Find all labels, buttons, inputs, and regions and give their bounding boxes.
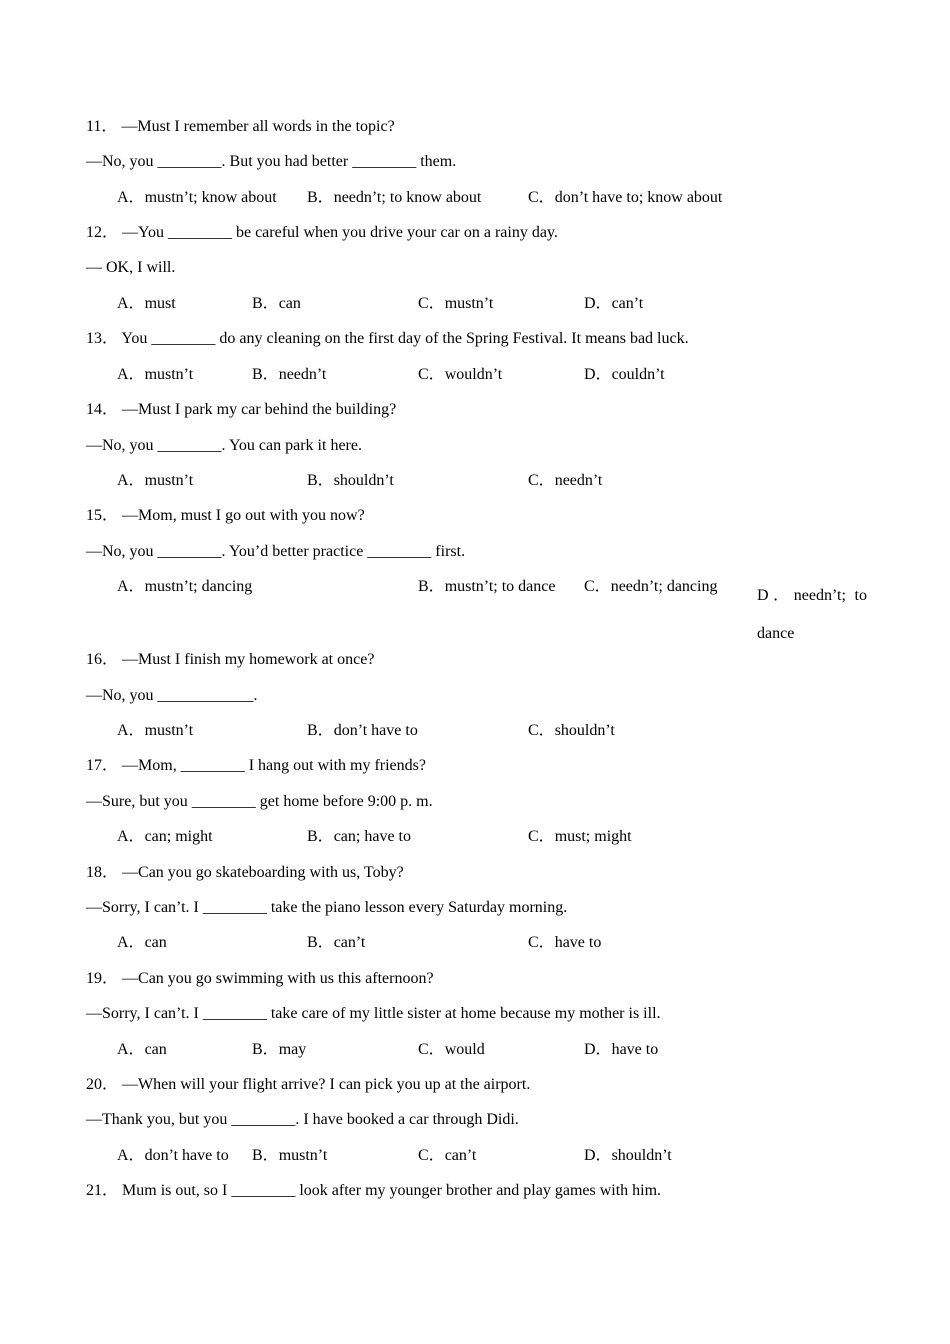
question-16-stem: [86, 650, 374, 670]
option-c[interactable]: C．wouldn’t: [418, 366, 503, 383]
question-18-stem: [86, 863, 404, 883]
question-11-stem: [86, 117, 395, 137]
question-17-stem: [86, 756, 426, 776]
question-15-stem: [86, 506, 365, 526]
option-d[interactable]: D．needn’t; to dance: [757, 587, 867, 642]
option-d[interactable]: D．couldn’t: [584, 366, 665, 383]
question-number: 12．: [86, 224, 119, 241]
option-b[interactable]: B．mustn’t; to dance: [418, 578, 556, 595]
option-c[interactable]: C．needn’t: [528, 472, 603, 489]
question-number: 11．: [86, 118, 118, 135]
question-20-stem: [86, 1075, 530, 1095]
option-a[interactable]: A．can; might: [117, 828, 213, 845]
option-c[interactable]: C．would: [418, 1041, 485, 1058]
option-d[interactable]: D．can’t: [584, 295, 644, 312]
option-b[interactable]: B．don’t have to: [307, 722, 418, 739]
question-13-stem: [86, 329, 689, 349]
option-a[interactable]: A．don’t have to: [117, 1147, 229, 1164]
question-14-reply: —No, you ________. You can park it here.: [86, 437, 362, 454]
question-text: —Can you go skateboarding with us, Toby?: [122, 864, 404, 881]
option-a[interactable]: A．mustn’t: [117, 366, 194, 383]
option-b[interactable]: B．mustn’t: [252, 1147, 328, 1164]
option-a[interactable]: A．mustn’t; know about: [117, 189, 277, 206]
option-c[interactable]: C．needn’t; dancing: [584, 578, 718, 595]
question-11-reply: —No, you ________. But you had better ________ them.: [86, 153, 457, 170]
option-b[interactable]: B．needn’t; to know about: [307, 189, 482, 206]
option-b[interactable]: B．can’t: [307, 934, 366, 951]
question-number: 19．: [86, 970, 119, 987]
question-number: 20．: [86, 1076, 119, 1093]
option-a[interactable]: A．mustn’t; dancing: [117, 578, 253, 595]
question-14-stem: [86, 400, 396, 420]
option-a[interactable]: A．can: [117, 934, 167, 951]
question-text: —Must I park my car behind the building?: [122, 401, 397, 418]
question-text: —Must I remember all words in the topic?: [121, 118, 395, 135]
option-c[interactable]: C．don’t have to; know about: [528, 189, 723, 206]
question-19-reply: —Sorry, I can’t. I ________ take care of my little sister at home because my mother is ill.: [86, 1005, 661, 1022]
option-a[interactable]: A．can: [117, 1041, 167, 1058]
option-c[interactable]: C．shouldn’t: [528, 722, 615, 739]
question-number: 21．: [86, 1182, 119, 1199]
question-text: —Mom, must I go out with you now?: [122, 507, 365, 524]
option-a[interactable]: A．mustn’t: [117, 472, 194, 489]
question-number: 17．: [86, 757, 119, 774]
option-a[interactable]: A．mustn’t: [117, 722, 194, 739]
option-a[interactable]: A．must: [117, 295, 176, 312]
option-d[interactable]: D．have to: [584, 1041, 659, 1058]
option-c[interactable]: C．mustn’t: [418, 295, 494, 312]
option-b[interactable]: B．can: [252, 295, 301, 312]
question-18-reply: —Sorry, I can’t. I ________ take the piano lesson every Saturday morning.: [86, 899, 568, 916]
option-d[interactable]: D．shouldn’t: [584, 1147, 672, 1164]
option-b[interactable]: B．may: [252, 1041, 307, 1058]
question-number: 14．: [86, 401, 119, 418]
option-b[interactable]: B．needn’t: [252, 366, 327, 383]
question-text: —You ________ be careful when you drive your car on a rainy day.: [122, 224, 558, 241]
question-20-reply: —Thank you, but you ________. I have booked a car through Didi.: [86, 1111, 519, 1128]
question-15-reply: —No, you ________. You’d better practice ________ first.: [86, 543, 466, 560]
question-17-reply: —Sure, but you ________ get home before 9:00 p. m.: [86, 793, 433, 810]
question-text: —Can you go swimming with us this afternoon?: [122, 970, 434, 987]
question-number: 15．: [86, 507, 119, 524]
question-12-stem: [86, 223, 558, 243]
option-c[interactable]: C．have to: [528, 934, 602, 951]
question-number: 13．: [86, 330, 119, 347]
question-16-reply: —No, you ____________.: [86, 687, 258, 704]
option-c[interactable]: C．must; might: [528, 828, 632, 845]
question-text: —When will your flight arrive? I can pick you up at the airport.: [122, 1076, 531, 1093]
option-b[interactable]: B．can; have to: [307, 828, 411, 845]
option-c[interactable]: C．can’t: [418, 1147, 477, 1164]
question-12-reply: — OK, I will.: [86, 259, 176, 276]
question-number: 18．: [86, 864, 119, 881]
option-b[interactable]: B．shouldn’t: [307, 472, 394, 489]
question-21-stem: [86, 1181, 661, 1201]
question-text: You ________ do any cleaning on the first day of the Spring Festival. It means bad luck.: [121, 330, 689, 347]
question-19-stem: [86, 969, 434, 989]
question-text: —Mom, ________ I hang out with my friends?: [122, 757, 426, 774]
question-text: Mum is out, so I ________ look after my younger brother and play games with him.: [122, 1182, 662, 1199]
question-number: 16．: [86, 651, 119, 668]
question-text: —Must I finish my homework at once?: [122, 651, 375, 668]
